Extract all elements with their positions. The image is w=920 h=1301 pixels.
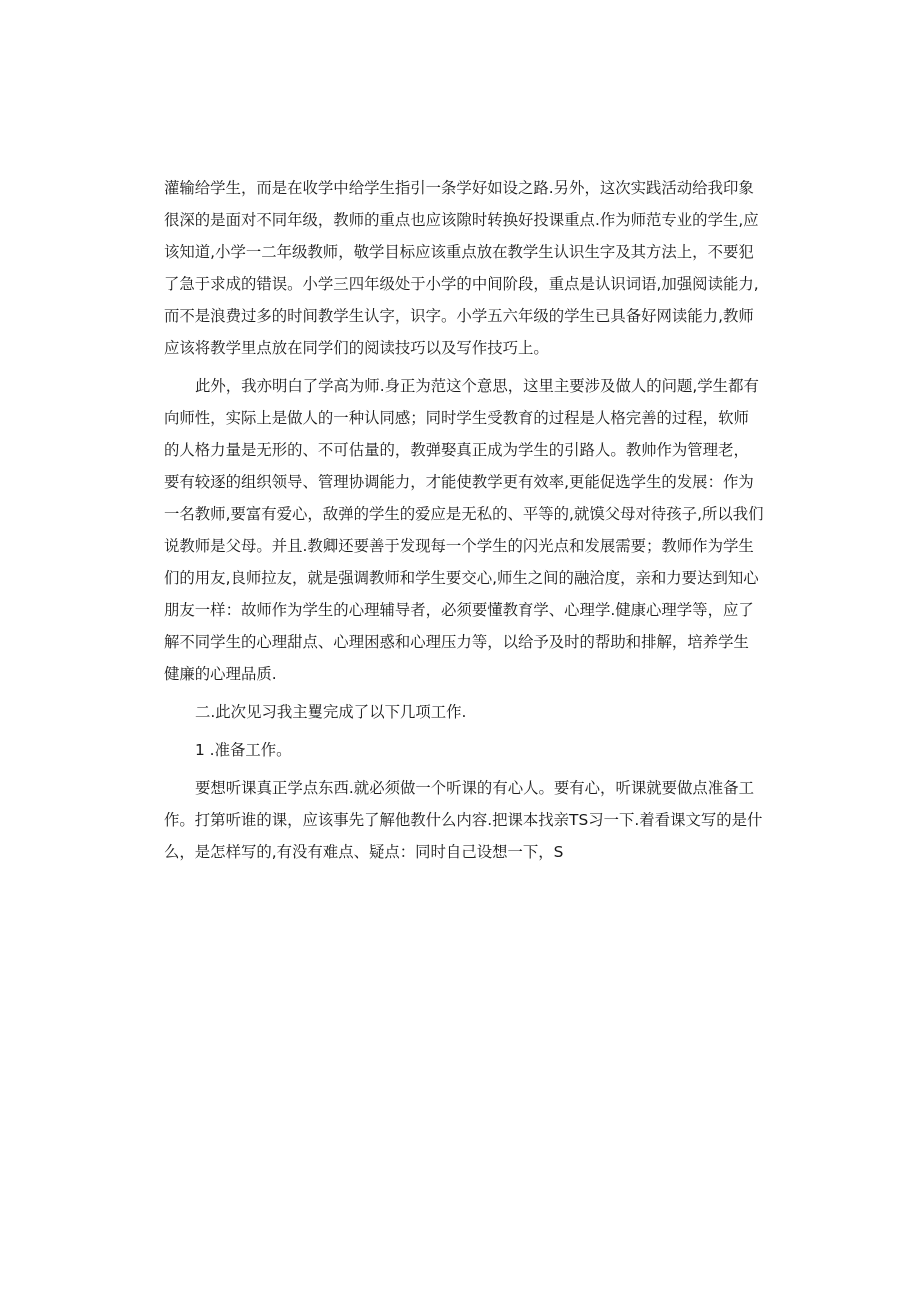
text-line: 们的用友,良师拉友，就是强调教师和学生要交心,师生之间的融洽度，亲和力要达到知心 — [164, 569, 759, 587]
section-heading: 二.此次见习我主矍完成了以下几项工作. — [195, 703, 467, 721]
text-line: 要想听课真正学点东西.就必须做一个听课的有心人。要有心，听课就要做点准备工 — [195, 779, 754, 797]
text-line: 一名教师,要富有爱心，敌弹的学生的爱应是无私的、平等的,就馍父母对待孩子,所以我们 — [164, 505, 764, 523]
paragraph-4-subheading — [164, 734, 764, 766]
text-line: 了急于求成的错误。小学三四年级处于小学的中间阶段，重点是认识词语,加强阅读能力, — [164, 275, 759, 293]
paragraph-3-heading — [164, 696, 764, 728]
text-line: 解不同学生的心理甜点、心理困惑和心理压力等，以给予及时的帮助和排解，培养学生 — [164, 633, 749, 651]
text-line: 灌输给学生，而是在收学中给学生指引一条学好如设之路.另外，这次实践活动给我印象 — [164, 179, 754, 197]
text-line: 向师性，实际上是做人的一种认同感；同时学生受教育的过程是人格完善的过程，软师 — [164, 409, 749, 427]
paragraph-2 — [164, 370, 764, 690]
paragraph-1 — [164, 172, 764, 364]
paragraph-5 — [164, 772, 764, 868]
text-line: 作。打第听谁的课，应该事先了解他教什么内容.把课本找亲TS习一下.着看课文写的是什 — [164, 811, 763, 829]
text-line: 说教师是父母。并且.教卿还要善于发现每一个学生的闪光点和发展需要；教师作为学生 — [164, 537, 754, 555]
document-body — [164, 172, 764, 868]
text-line: 朋友一样：故师作为学生的心理辅导者，必须要懂教育学、心理学.健康心理学等，应了 — [164, 601, 754, 619]
text-line: 该知道,小学一二年级教师，敬学目标应该重点放在教学生认识生字及其方法上，不要犯 — [164, 243, 754, 261]
text-line: 么，是怎样写的,有没有难点、疑点：同时自己设想一下，S — [164, 843, 564, 861]
text-line: 要有较逐的组织领导、管理协调能力，才能使教学更有效率,更能促选学生的发展：作为 — [164, 473, 754, 491]
subsection-heading: 1 .准备工作。 — [195, 741, 292, 759]
text-line: 应该将教学里点放在同学们的阅读技巧以及写作技巧上。 — [164, 339, 549, 357]
text-line: 而不是浪费过多的时间教学生认字，识字。小学五六年级的学生已具备好网读能力,教师 — [164, 307, 754, 325]
text-line: 很深的是面对不同年级，教师的重点也应该隙时转换好投课重点.作为师范专业的学生,应 — [164, 211, 759, 229]
text-line: 的人格力量是无形的、不可估量的，教弹娶真正成为学生的引路人。教帅作为管理老， — [164, 441, 749, 459]
text-line: 健廉的心理品质. — [164, 665, 277, 683]
text-line: 此外，我亦明白了学高为师.身正为范这个意思，这里主要涉及做人的问题,学生都有 — [195, 377, 759, 395]
